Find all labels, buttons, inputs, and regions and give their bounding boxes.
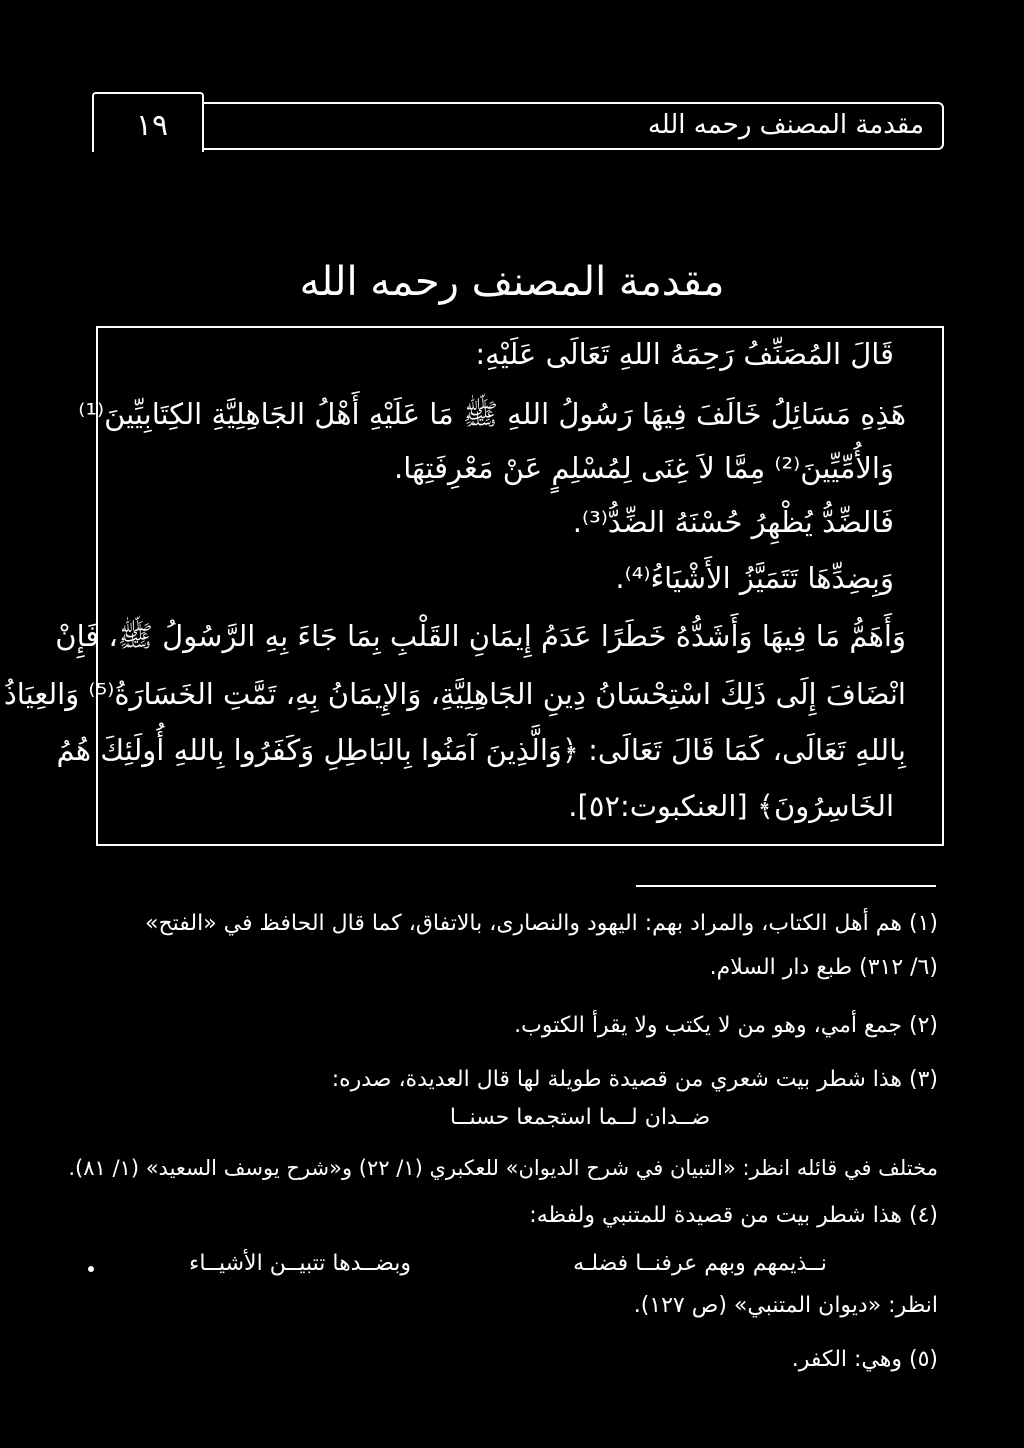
footnote-4-line-2: انظر: «ديوان المتنبي» (ص ١٢٧). — [633, 1293, 938, 1318]
footnote-4-line-1: (٤) هذا شطر بيت من قصيدة للمتنبي ولفظه: — [529, 1203, 938, 1228]
footnote-1-line-2: (٦/ ٣١٢) طبع دار السلام. — [709, 955, 938, 980]
footnote-3-line-1: (٣) هذا شطر بيت شعري من قصيدة طويلة لها قال العديدة، صدره: — [331, 1067, 938, 1092]
page-number: ١٩ — [135, 108, 169, 143]
footnote-5: (٥) وهي: الكفر. — [791, 1347, 938, 1372]
footnote-3-line-2: مختلف في قائله انظر: «التبيان في شرح الديوان» للعكبري (١/ ٢٢) و«شرح يوسف السعيد» (١/ ٨١). — [68, 1156, 938, 1180]
margin-dot — [88, 1266, 94, 1272]
footnote-4-verse-left: وبضــدها تتبيــن الأشيــاء — [189, 1251, 411, 1276]
quote-line-1: قَالَ المُصَنِّفُ رَحِمَهُ اللهِ تَعَالَى عَلَيْهِ: — [475, 337, 894, 371]
quote-line-4: فَالضِّدُّ يُظْهِرُ حُسْنَهُ الضِّدُّ⁽³⁾. — [572, 505, 894, 539]
quote-line-5: وَبِضِدِّهَا تَتَمَيَّزُ الأَشْيَاءُ⁽⁴⁾. — [615, 561, 894, 595]
footnote-3-verse: ضــدان لــما استجمعا حسنــا — [449, 1105, 711, 1130]
quote-line-8: بِاللهِ تَعَالَى، كَمَا قَالَ تَعَالَى: ﴿وَالَّذِينَ آمَنُوا بِالبَاطِلِ وَكَفَرُوا بِاللهِ أُولَئِكَ هُمُ — [56, 733, 906, 767]
quote-line-6: وَأَهَمُّ مَا فِيهَا وَأَشَدُّهُ خَطَرًا عَدَمُ إِيمَانِ القَلْبِ بِمَا جَاءَ بِهِ الرَّسُولُ ﷺ، فَإِنْ — [55, 619, 906, 653]
quote-line-3: وَالأُمِّيِّينَ⁽²⁾ مِمَّا لاَ غِنَى لِمُسْلِمٍ عَنْ مَعْرِفَتِهَا. — [394, 451, 894, 485]
footnote-4-verse-right: نــذيمهم وبهم عرفنــا فضلـه — [573, 1251, 827, 1276]
footnote-1-line-1: (١) هم أهل الكتاب، والمراد بهم: اليهود والنصارى، بالاتفاق، كما قال الحافظ في «الفتح» — [144, 911, 938, 936]
footnote-2: (٢) جمع أمي، وهو من لا يكتب ولا يقرأ الكتوب. — [514, 1013, 938, 1038]
footnote-separator — [636, 885, 936, 887]
quote-line-9: الخَاسِرُونَ﴾ [العنكبوت:٥٢]. — [568, 789, 894, 823]
section-title: مقدمة المصنف رحمه الله — [299, 259, 725, 305]
quote-line-2: هَذِهِ مَسَائِلُ خَالَفَ فِيهَا رَسُولُ اللهِ ﷺ مَا عَلَيْهِ أَهْلُ الجَاهِلِيَّةِ الكِتَابِيِّينَ⁽¹⁾ — [78, 397, 906, 431]
quote-line-7: انْضَافَ إِلَى ذَلِكَ اسْتِحْسَانُ دِينِ الجَاهِلِيَّةِ، وَالإِيمَانُ بِهِ، تَمَّتِ الخَسَارَةُ⁽⁵⁾ وَالعِيَاذُ — [3, 677, 906, 711]
running-title: مقدمة المصنف رحمه الله — [647, 110, 924, 140]
